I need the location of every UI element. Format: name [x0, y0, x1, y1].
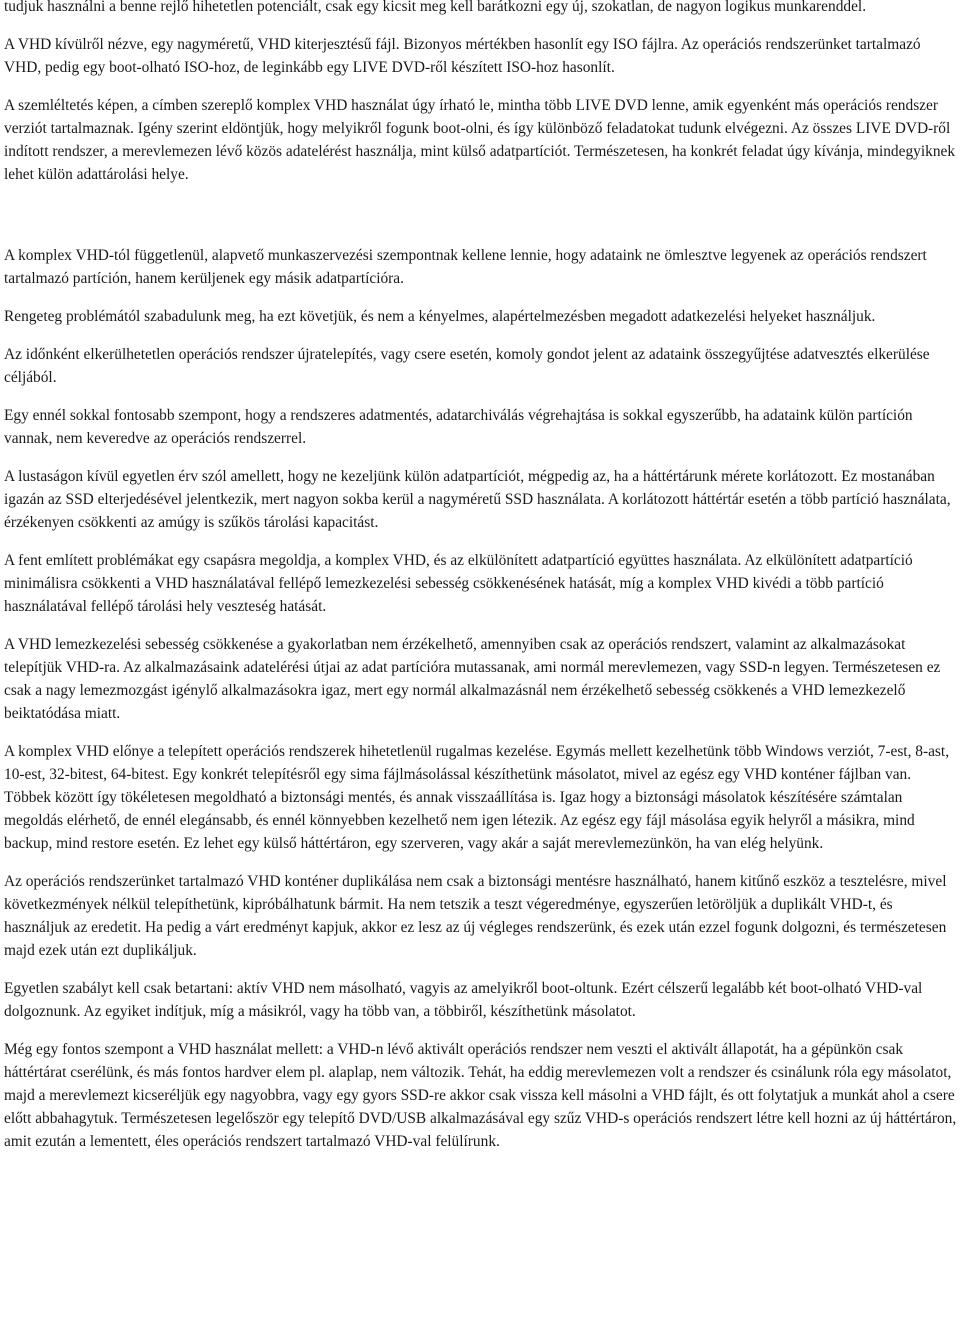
paragraph-data-partition: A komplex VHD-tól függetlenül, alapvető munkaszervezési szempontnak kellene lennie, hogy adataink ne ömlesztve legyenek az operációs rendszert tartalmazó partíción, hanem kerüljenek egy másik adatpartícióra.	[4, 247, 927, 287]
paragraph-reinstall: Az időnként elkerülhetetlen operációs rendszer újratelepítés, vagy csere esetén, komoly gondot jelent az adataink összegyűjtése adatvesztés elkerülése céljából.	[4, 346, 930, 386]
paragraph-illustration: A szemléltetés képen, a címben szereplő komplex VHD használat úgy írható le, mintha több LIVE DVD lenne, amik egyenként más operációs rendszer verziót tartalmaznak. Igény szerint eldöntjük, hogy melyikről fogunk boot-olni, és így különböző feladatokat tudunk elvégezni. Az összes LIVE DVD-ről indított rendszer, a merevlemezen lévő közös adatelérést használja, mint külső adatpartíciót. Természetesen, ha konkrét feladat úgy kívánja, mindegyiknek lehet külön adattárolási helye.	[4, 97, 956, 183]
paragraph-ssd-size: A lustaságon kívül egyetlen érv szól amellett, hogy ne kezeljünk külön adatpartíciót, mégpedig az, ha a háttértárunk mérete korlátozott. Ez mostanában igazán az SSD elterjedésével jelentkezik, mert nagyon sokba kerül a nagyméretű SSD használata. A korlátozott háttértár esetén a több partíció használata, érzékenyen csökkenti az amúgy is szűkös tárolási kapacitást.	[4, 468, 951, 531]
paragraph-solution: A fent említett problémákat egy csapásra megoldja, a komplex VHD, és az elkülönített adatpartíció együttes használata. Az elkülönített adatpartíció minimálisra csökkenti a VHD használatával fellépő lemezkezelési sebesség csökkenésének hatását, míg a komplex VHD kivédi a több partíció használatával fellépő tárolási hely veszteség hatását.	[4, 552, 913, 615]
paragraph-flexibility: A komplex VHD előnye a telepített operációs rendszerek hihetetlenül rugalmas kezelése. Egymás mellett kezelhetünk több Windows verziót, 7-est, 8-ast, 10-est, 32-bitest, 64-bitest. Egy konkrét telepítésről egy sima fájlmásolással készíthetünk másolatot, mivel az egész egy VHD konténer fájlban van. Többek között így tökéletesen megoldható a biztonsági mentés, és annak visszaállítása is. Igaz hogy a biztonsági másolatok készítésére számtalan megoldás elérhető, de ennél elegánsabb, és ennél könnyebben kezelhető nem igen létezik. Az egész egy fájl másolása egyik helyről a másikra, mind backup, mind restore esetén. Ez lehet egy külső háttértáron, egy szerveren, vagy akár a saját merevlemezünkön, ha van elég helyünk.	[4, 743, 950, 852]
document-page	[4, 0, 958, 1153]
paragraph-intro-continuation: tudjuk használni a benne rejlő hihetetlen potenciált, csak egy kicsit meg kell barátkozni egy új, szokatlan, de nagyon logikus munkarenddel.	[4, 0, 867, 15]
paragraph-rule: Egyetlen szabályt kell csak betartani: aktív VHD nem másolható, vagyis az amelyikről boot-oltunk. Ezért célszerű legalább két boot-olható VHD-val dolgoznunk. Az egyiket indítjuk, míg a másikról, vagy ha több van, a többiről, készíthetünk másolatot.	[4, 980, 923, 1020]
paragraph-activation: Még egy fontos szempont a VHD használat mellett: a VHD-n lévő aktivált operációs rendszer nem veszti el aktivált állapotát, ha a gépünkön csak háttértárat cserélünk, és más fontos hardver elem pl. alaplap, nem változik. Tehát, ha eddig merevlemezen volt a rendszer és csinálunk róla egy másolatot, majd a merevlemezt kicseréljük egy nagyobbra, vagy egy gyors SSD-re akkor csak vissza kell másolni a VHD fájlt, és ott folytatjuk a munkát ahol a csere előtt abbahagytuk. Természetesen legelőször egy telepítő DVD/USB alkalmazásával egy szűz VHD-s operációs rendszert létre kell hozni az új háttértáron, amit ezután a lementett, éles operációs rendszert tartalmazó VHD-val felülírunk.	[4, 1041, 957, 1150]
paragraph-problems: Rengeteg problémától szabadulunk meg, ha ezt követjük, és nem a kényelmes, alapértelmezésben megadott adatkezelési helyeket használjuk.	[4, 308, 876, 325]
paragraph-vhd-description: A VHD kívülről nézve, egy nagyméretű, VHD kiterjesztésű fájl. Bizonyos mértékben hasonlít egy ISO fájlra. Az operációs rendszerünket tartalmazó VHD, pedig egy boot-olható ISO-hoz, de leginkább egy LIVE DVD-ről készített ISO-hoz hasonlít.	[4, 36, 921, 76]
paragraph-speed: A VHD lemezkezelési sebesség csökkenése a gyakorlatban nem érzékelhető, amennyiben csak az operációs rendszert, valamint az alkalmazásokat telepítjük VHD-ra. Az alkalmazásaink adatelérési útjai az adat partícióra mutassanak, ami normál merevlemezen, vagy SSD-n legyen. Természetesen ez csak a nagy lemezmozgást igénylő alkalmazásokra igaz, mert egy normál alkalmazásnál nem érzékelhető sebesség csökkenés a VHD lemezkezelő beiktatódása miatt.	[4, 636, 941, 722]
paragraph-backup: Egy ennél sokkal fontosabb szempont, hogy a rendszeres adatmentés, adatarchiválás végrehajtása is sokkal egyszerűbb, ha adataink külön partíción vannak, nem keveredve az operációs rendszerrel.	[4, 407, 913, 447]
paragraph-duplication: Az operációs rendszerünket tartalmazó VHD konténer duplikálása nem csak a biztonsági mentésre használható, hanem kitűnő eszköz a tesztelésre, mivel következmények nélkül telepíthetünk, kipróbálhatunk bármit. Ha nem tetszik a teszt végeredménye, egyszerűen letöröljük a duplikált VHD-t, és használjuk az eredetit. Ha pedig a várt eredményt kapjuk, akkor ez lesz az új végleges rendszerünk, és ezek után ezzel fogunk dolgozni, és természetesen majd ezek után ezt duplikáljuk.	[4, 873, 947, 959]
